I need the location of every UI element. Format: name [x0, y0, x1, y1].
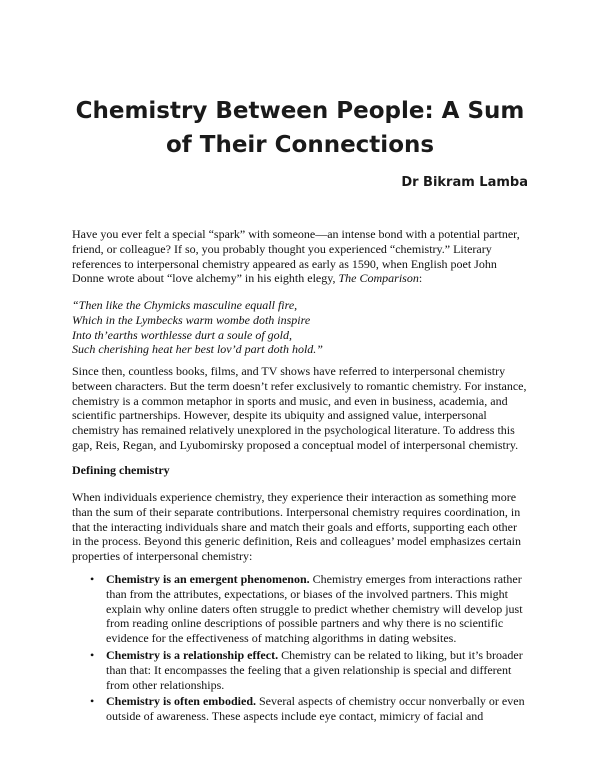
quote-line: Which in the Lymbecks warm wombe doth inspire: [72, 312, 311, 327]
work-title: The Comparison: [338, 271, 419, 286]
list-item-text: Chemistry emerges from interactions rather than from the attributes, expectations, or biases of the involved partners. This might explain why online daters often struggle to predict whether chemistry will develop just from reading online descriptions of possible partners and why there is no scientific evidence for the effectiveness of matching algorithms in dating websites.: [106, 572, 523, 646]
definition-paragraph: [72, 490, 528, 564]
definition-paragraph-text: When individuals experience chemistry, they experience their interaction as something more than the sum of their separate contributions. Interpersonal chemistry requires coordination, in that the interacting individuals share and match their goals and efforts, supporting each other in the process. Beyond this generic definition, Reis and colleagues’ model emphasizes certain properties of interpersonal chemistry:: [72, 490, 521, 564]
quote-line: Such cherishing heat her best lov’d part doth hold.”: [72, 342, 323, 357]
section-heading-text: Defining chemistry: [72, 463, 170, 477]
list-item-heading: Chemistry is an emergent phenomenon.: [106, 572, 310, 586]
history-paragraph: [72, 364, 528, 453]
author-name: Dr Bikram Lamba: [401, 175, 528, 190]
intro-paragraph: [72, 227, 528, 286]
intro-paragraph-text: [72, 227, 528, 286]
bullet-icon: •: [90, 694, 95, 709]
list-item-text: Several aspects of chemistry occur nonverbally or even outside of awareness. These aspects include eye contact, mimicry of facial and: [106, 694, 525, 724]
list-item-heading: Chemistry is often embodied.: [106, 694, 256, 709]
section-heading: [72, 463, 528, 478]
intro-text-end: :: [418, 271, 423, 286]
bullet-icon: •: [90, 647, 95, 662]
list-item-text: Chemistry can be related to liking, but it’s broader than that: It encompasses the feeling that a given relationship is special and different from other relationships.: [106, 647, 523, 692]
history-paragraph-text: Since then, countless books, films, and TV shows have referred to interpersonal chemistry between characters. But the term doesn’t refer exclusively to romantic chemistry. For instance, chemistry is a common metaphor in sports and music, and even in business, academia, and scientific partnerships. However, despite its ubiquity and assigned value, interpersonal chemistry has remained relatively unexplored in the psychological literature. To address this gap, Reis, Regan, and Lyubomirsky proposed a conceptual model of interpersonal chemistry.: [72, 364, 527, 452]
poem-quote: [72, 298, 528, 357]
list-item: [90, 648, 530, 692]
quote-line: Into th’earths worthlesse durt a soule of gold,: [72, 327, 292, 342]
list-item: [90, 572, 530, 646]
quote-line: “Then like the Chymicks masculine equall fire,: [72, 298, 298, 312]
list-item-heading: Chemistry is a relationship effect.: [106, 647, 279, 662]
document-title: Chemistry Between People: A Sum of Their Connections: [75, 98, 525, 158]
bullet-icon: •: [90, 572, 95, 586]
intro-text: Have you ever felt a special “spark” with someone—an intense bond with a potential partner, friend, or colleague? If so, you probably thought you experienced “chemistry.” Literary references to interpersonal chemistry appeared as early as 1590, when English poet John Donne wrote about “love alchemy” in his eighth elegy,: [72, 227, 520, 286]
list-item: [90, 694, 530, 724]
properties-list: [90, 572, 530, 726]
